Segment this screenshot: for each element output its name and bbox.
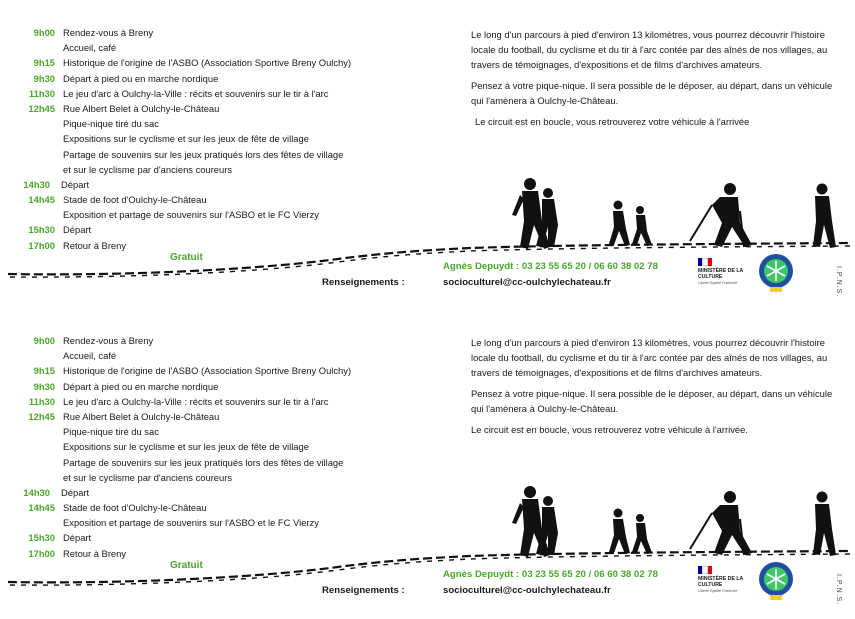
schedule-row <box>0 131 440 146</box>
time: 17h00 <box>28 239 55 251</box>
schedule-row <box>0 101 440 116</box>
desc: Le jeu d'arc à Oulchy-la-Ville : récits et souvenirs sur le tir à l'arc <box>63 395 329 407</box>
schedule-row <box>0 207 440 222</box>
ipns-label: I.P.N.S. <box>835 574 842 606</box>
ipns-label: I.P.N.S. <box>835 266 842 298</box>
walking-family-silhouettes-icon <box>500 483 840 563</box>
desc: Départ <box>61 178 90 190</box>
schedule-row <box>0 530 440 545</box>
free-label: Gratuit <box>170 252 203 263</box>
schedule-row <box>0 409 440 424</box>
time: 15h30 <box>28 532 55 544</box>
schedule-row <box>0 363 440 378</box>
intro-paragraph: Pensez à votre pique-nique. Il sera possible de le déposer, au départ, dans un véhicule qui l'amènera à Oulchy-le-Château. <box>471 80 833 106</box>
intro-paragraph: Le circuit est en boucle, vous retrouverez votre véhicule à l'arrivée. <box>471 424 748 435</box>
desc: et sur le cyclisme par d'anciens coureurs <box>63 163 233 175</box>
desc: Retour à Breny <box>63 239 127 251</box>
desc: Stade de foot d'Oulchy-le-Château <box>63 194 207 206</box>
french-flag-icon <box>698 258 712 266</box>
schedule-row <box>0 348 440 363</box>
schedule-row <box>0 86 440 101</box>
schedule-row <box>0 515 440 530</box>
schedule-row <box>0 222 440 237</box>
intro-paragraph: Le long d'un parcours à pied d'environ 13 kilomètres, vous pourrez découvrir l'histoire locale du football, du cyclisme et du tir à l'arc contée par des aînés de nos villages, au travers de témoignages, d'expositions et de films d'archives amateurs. <box>471 29 828 70</box>
info-label: Renseignements : <box>322 277 405 288</box>
schedule-row <box>0 455 440 470</box>
time: 9h00 <box>33 27 55 38</box>
desc: et sur le cyclisme par d'anciens coureurs <box>63 471 233 483</box>
desc: Expositions sur le cyclisme et sur les jeux de fête de village <box>63 441 309 453</box>
desc: Rendez-vous à Breny <box>63 27 154 38</box>
desc: Exposition et partage de souvenirs sur l'ASBO et le FC Vierzy <box>63 517 319 529</box>
time: 14h45 <box>28 502 55 514</box>
desc: Exposition et partage de souvenirs sur l'ASBO et le FC Vierzy <box>63 209 319 221</box>
desc: Rue Albert Belet à Oulchy-le-Château <box>63 102 220 114</box>
contact-phone: Agnès Depuydt : 03 23 55 65 20 / 06 60 38 02 78 <box>443 569 658 580</box>
time: 14h45 <box>28 194 55 206</box>
french-flag-icon <box>698 566 712 574</box>
contact-email[interactable]: socioculturel@cc-oulchylechateau.fr <box>443 277 611 288</box>
desc: Expositions sur le cyclisme et sur les jeux de fête de village <box>63 133 309 145</box>
desc: Rendez-vous à Breny <box>63 335 154 346</box>
intro-text <box>471 27 846 135</box>
time: 14h30 <box>23 486 50 498</box>
flyer-panel-bottom <box>0 308 855 617</box>
ministry-motto: Liberté Égalité Fraternité <box>698 281 738 285</box>
ministry-title: MINISTÈRE DE LA CULTURE <box>698 576 744 588</box>
contact-email[interactable]: socioculturel@cc-oulchylechateau.fr <box>443 585 611 596</box>
desc: Pique-nique tiré du sac <box>63 118 159 130</box>
schedule <box>0 25 440 253</box>
time: 11h30 <box>28 395 55 407</box>
desc: Accueil, café <box>63 350 117 362</box>
desc: Stade de foot d'Oulchy-le-Château <box>63 502 207 514</box>
desc: Historique de l'origine de l'ASBO (Association Sportive Breny Oulchy) <box>63 57 352 69</box>
desc: Départ <box>61 486 90 498</box>
schedule-row <box>0 116 440 131</box>
time: 9h30 <box>33 72 55 84</box>
desc: Accueil, café <box>63 42 117 54</box>
schedule-row <box>0 424 440 439</box>
schedule-row <box>0 177 440 192</box>
ministry-motto: Liberté Égalité Fraternité <box>698 589 738 593</box>
free-label: Gratuit <box>170 560 203 571</box>
desc: Départ à pied ou en marche nordique <box>63 380 219 392</box>
schedule <box>0 333 440 561</box>
desc: Départ <box>63 224 92 236</box>
info-label: Renseignements : <box>322 585 405 596</box>
schedule-row <box>0 379 440 394</box>
time: 9h15 <box>33 365 55 377</box>
schedule-row <box>0 71 440 86</box>
ministry-culture-logo <box>698 258 748 285</box>
ministry-title: MINISTÈRE DE LA CULTURE <box>698 268 744 280</box>
snowflake-star-badge-icon <box>758 561 794 601</box>
schedule-row <box>0 147 440 162</box>
schedule-row <box>0 333 440 348</box>
snowflake-star-badge-icon <box>758 253 794 293</box>
desc: Partage de souvenirs sur les jeux pratiqués lors des fêtes de village <box>63 148 344 160</box>
time: 9h15 <box>33 57 55 69</box>
schedule-row <box>0 394 440 409</box>
ministry-culture-logo <box>698 566 748 593</box>
flyer-panel-top <box>0 0 855 309</box>
schedule-row <box>0 500 440 515</box>
intro-paragraph: Le circuit est en boucle, vous retrouverez votre véhicule à l'arrivée <box>475 116 750 127</box>
schedule-row <box>0 25 440 40</box>
time: 12h45 <box>28 410 55 422</box>
time: 9h00 <box>33 335 55 346</box>
schedule-row <box>0 485 440 500</box>
time: 12h45 <box>28 102 55 114</box>
time: 15h30 <box>28 224 55 236</box>
schedule-row <box>0 162 440 177</box>
intro-paragraph: Pensez à votre pique-nique. Il sera possible de le déposer, au départ, dans un véhicule qui l'amènera à Oulchy-le-Château. <box>471 388 833 414</box>
intro-text <box>471 335 846 443</box>
desc: Pique-nique tiré du sac <box>63 426 159 438</box>
walking-family-silhouettes-icon <box>500 175 840 255</box>
desc: Retour à Breny <box>63 547 127 559</box>
schedule-row <box>0 192 440 207</box>
desc: Le jeu d'arc à Oulchy-la-Ville : récits et souvenirs sur le tir à l'arc <box>63 87 329 99</box>
desc: Rue Albert Belet à Oulchy-le-Château <box>63 410 220 422</box>
desc: Partage de souvenirs sur les jeux pratiqués lors des fêtes de village <box>63 456 344 468</box>
schedule-row <box>0 470 440 485</box>
desc: Départ <box>63 532 92 544</box>
time: 14h30 <box>23 178 50 190</box>
desc: Historique de l'origine de l'ASBO (Association Sportive Breny Oulchy) <box>63 365 352 377</box>
desc: Départ à pied ou en marche nordique <box>63 72 219 84</box>
time: 11h30 <box>28 87 55 99</box>
intro-paragraph: Le long d'un parcours à pied d'environ 13 kilomètres, vous pourrez découvrir l'histoire locale du football, du cyclisme et du tir à l'arc contée par des aînés de nos villages, au travers de témoignages, d'expositions et de films d'archives amateurs. <box>471 337 828 378</box>
time: 9h30 <box>33 380 55 392</box>
time: 17h00 <box>28 547 55 559</box>
contact-phone: Agnès Depuydt : 03 23 55 65 20 / 06 60 38 02 78 <box>443 261 658 272</box>
schedule-row <box>0 40 440 55</box>
schedule-row <box>0 439 440 454</box>
schedule-row <box>0 55 440 70</box>
